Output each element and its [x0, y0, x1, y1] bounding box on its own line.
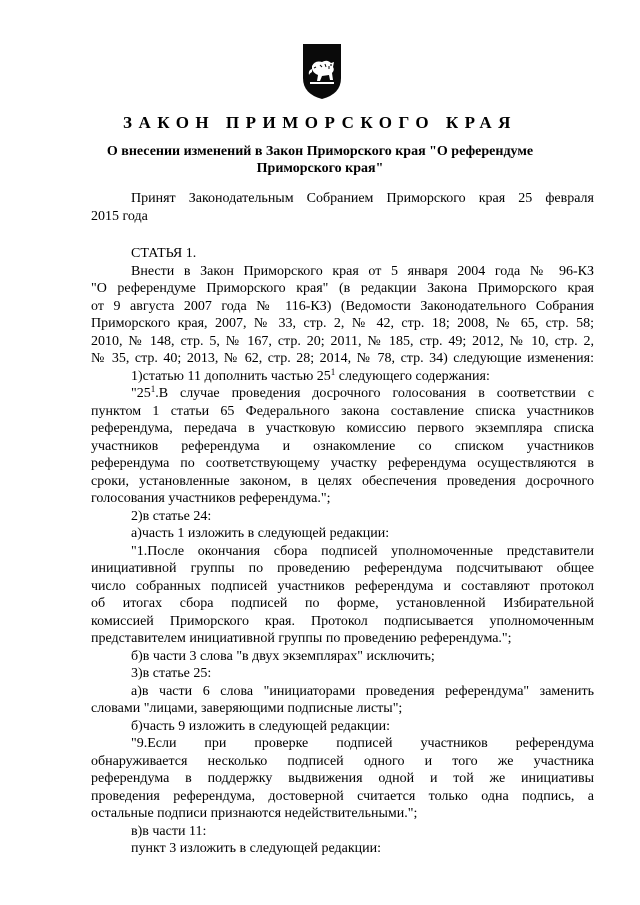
adoption-statement [91, 190, 594, 225]
quote-2-line: "1.После окончания сбора подписей уполномоченные представители [131, 543, 594, 559]
quote-1-line: участников референдума и ознакомление со списком участников [91, 438, 594, 454]
item-3b: б)часть 9 изложить в следующей редакции: [131, 718, 391, 734]
article-intro-line: от 9 августа 2007 года № 116-КЗ) (Ведомости Законодательного Собрания [91, 298, 594, 314]
article-intro-line: "О референдуме Приморского края" (в редакции Закона Приморского края [91, 281, 594, 296]
quote-1-line: пунктом 1 статьи 65 Федерального закона составление списка участников [91, 403, 594, 419]
quote-2-line: число собранных подписей участников референдума и составляют протокол [91, 578, 594, 594]
item-3: 3)в статье 25: [131, 666, 212, 681]
item-3a-line: а)в части 6 слова "инициаторами проведения референдума" заменить [131, 683, 594, 699]
quote-2-line: инициативной группы по проведению референдума подсчитывают общее [91, 561, 594, 576]
quote-3-line: проведения референдума, достоверной считается только одна подпись, а [91, 788, 594, 804]
quote-1-line: "$25^1.В$ случае проведения досрочного голосования в соответствии с [131, 384, 594, 401]
item-2: 2)в статье 24: [131, 508, 212, 524]
article-intro-line: 2010, № 148, стр. 5, № 167, стр. 20; 2011, № 185, стр. 49; 2012, № 10, стр. 2, [91, 333, 594, 349]
quote-3-line: референдума в поддержку выдвижения одной и той же инициативы [91, 771, 594, 786]
article-intro-line: № 35, стр. 40; 2013, № 62, стр. 28; 2014, № 78, стр. 34) следующие изменения: [91, 351, 594, 366]
article-heading: СТАТЬЯ 1. [131, 246, 197, 261]
quote-2-line: об итогах сбора подписей по форме, установленной Избирательной [91, 596, 594, 611]
quote-2-line: комиссией Приморского края. Протокол подписывается уполномоченным [91, 613, 594, 629]
quote-1-line: сроки, установленные законом, в целях обеспечения проведения досрочного [91, 473, 594, 489]
quote-1-line: референдума по соответствующему участку референдума осуществляются в [91, 456, 594, 471]
quote-1-line: голосования участников референдума."; [91, 491, 331, 506]
item-2a: а)часть 1 изложить в следующей редакции: [131, 526, 390, 541]
article-intro-line: Внести в Закон Приморского края от 5 января 2004 года № 96-КЗ [131, 263, 594, 279]
item-3a-line: словами "лицами, заверяющими подписные листы"; [91, 701, 403, 716]
item-3c-text: пункт 3 изложить в следующей редакции: [131, 841, 381, 856]
article-intro-line: Приморского края, 2007, № 33, стр. 2, № 42, стр. 18; 2008, № 65, стр. 58; [91, 316, 594, 331]
quote-3-line: "9.Если при проверке подписей участников референдума [131, 736, 594, 751]
item-3c: в)в части 11: [131, 823, 207, 839]
law-subtitle [100, 143, 540, 177]
item-1: 1)статью 11 дополнить частью $25^1$ следующего содержания: [131, 366, 490, 384]
item-2b: б)в части 3 слова "в двух экземплярах" исключить; [131, 648, 435, 664]
article-body [91, 245, 594, 858]
quote-1-line: референдума, передача в участковую комиссию первого экземпляра списка [91, 421, 594, 436]
quote-2-line: представителем инициативной группы по проведению референдума."; [91, 631, 512, 646]
quote-3-line: остальные подписи признаются недействительными."; [91, 806, 418, 821]
primorsky-krai-coat-of-arms-icon [300, 42, 344, 100]
law-subtitle-line: О внесении изменений в Закон Приморского края "О референдуме [106, 144, 534, 159]
law-subtitle-line: Приморского края" [256, 161, 384, 176]
quote-3-line: обнаруживается несколько подписей одного и того же участника [91, 753, 594, 769]
adoption-line: 2015 года [91, 208, 148, 224]
adoption-line: Принят Законодательным Собранием Приморского края 25 февраля [131, 191, 594, 206]
law-title: ЗАКОН ПРИМОРСКОГО КРАЯ [123, 113, 517, 132]
